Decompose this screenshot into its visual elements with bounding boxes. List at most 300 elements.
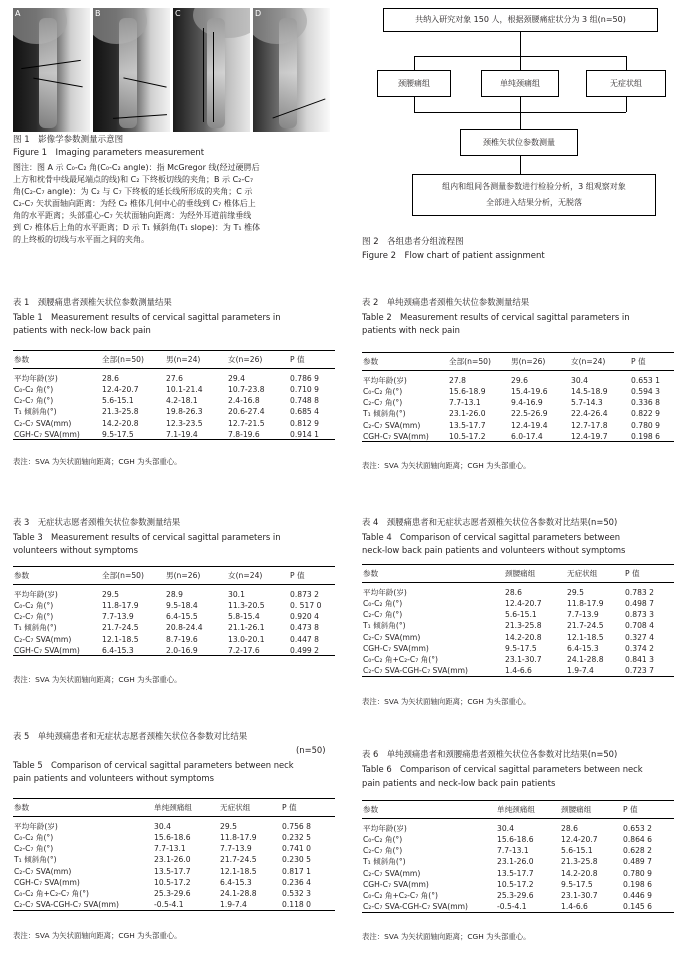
table-cell: 14.2-20.8 <box>505 632 542 642</box>
table6-title-en-2: pain patients and neck-low back pain patients <box>362 778 556 788</box>
table-cell: CGH-C₇ SVA(mm) <box>13 645 101 656</box>
flow-box-analysis-line: 全部进入结果分析，无脱落 <box>486 198 582 207</box>
table-cell: 平均年龄(岁) <box>363 824 407 833</box>
xray-panel-b <box>93 8 170 132</box>
table-cell: 0.653 2 <box>623 824 652 833</box>
table-cell: 0.780 9 <box>631 420 660 430</box>
table-cell: C₀-C₂ 角(°) <box>14 601 54 611</box>
table-cell: 0.920 4 <box>290 612 319 622</box>
table3-title-en-1: Table 3 Measurement results of cervical sagittal parameters in <box>13 532 281 542</box>
table-header-row <box>13 351 335 369</box>
table-cell: 0.685 4 <box>290 407 319 417</box>
table-cell: 30.4 <box>571 376 588 385</box>
table-cell: 0.873 2 <box>290 590 319 599</box>
table-cell: T₁ 倾斜角(°) <box>363 857 406 867</box>
table-header: 参数 <box>13 567 101 585</box>
figure1-note-line: 上方和枕骨中线最尾端点的线)和 C₂ 下终板切线的夹角；B 示 C₂-C₇ <box>13 175 254 184</box>
table-cell: C₂-C₇ SVA(mm) <box>14 418 72 428</box>
table-cell: 9.5-17.5 <box>505 643 537 653</box>
table-cell: 19.8-26.3 <box>166 407 203 417</box>
flow-arrow <box>414 97 415 112</box>
table-cell: 28.6 <box>102 374 119 383</box>
table-cell: 0.446 9 <box>623 891 652 901</box>
figure1-title-en: Figure 1 Imaging parameters measurement <box>13 148 205 158</box>
table-cell: 21.7-24.5 <box>220 855 257 865</box>
table-cell: C₂-C₇ SVA(mm) <box>14 634 72 644</box>
table-cell: 0.145 6 <box>622 901 674 912</box>
figure1-title-cn: 图 1 影像学参数测量示意图 <box>13 135 124 145</box>
table-cell: -0.5-4.1 <box>496 901 560 912</box>
table-cell: 0.232 5 <box>282 833 311 843</box>
figure1-note <box>13 162 335 246</box>
table-header: 参数 <box>362 565 504 583</box>
table-row <box>362 879 674 890</box>
table-row <box>362 665 674 676</box>
table-cell: 13.5-17.7 <box>497 868 534 878</box>
table-cell: 7.7-13.1 <box>497 846 529 856</box>
table1 <box>13 350 335 440</box>
table-cell: CGH-C₇ SVA(mm) <box>363 879 429 889</box>
table-cell: 1.4-6.6 <box>504 665 566 676</box>
table-cell: 2.0-16.9 <box>165 645 227 656</box>
table-cell: 0.817 1 <box>282 866 311 876</box>
table-cell: 0.336 8 <box>631 398 660 408</box>
table-cell: C₂-C₇ SVA-CGH-C₇ SVA(mm) <box>13 899 153 910</box>
table-cell: 25.3-29.6 <box>154 889 191 899</box>
table-cell: 7.7-13.9 <box>220 844 252 854</box>
table-row <box>13 369 335 385</box>
table-cell: T₁ 倾斜角(°) <box>14 855 57 865</box>
table-cell: C₂-C₇ 角(°) <box>363 398 403 408</box>
figure1-note-line: 的上终板的切线与水平面之间的夹角。 <box>13 235 149 244</box>
table-cell: 21.7-24.5 <box>102 623 139 633</box>
table-cell: 0.748 8 <box>290 396 319 406</box>
table-cell: 1.4-6.6 <box>560 901 622 912</box>
table5 <box>13 798 335 911</box>
flow-arrow <box>520 97 521 129</box>
table-header: 全部(n=50) <box>101 567 165 585</box>
table-header: P 值 <box>624 565 674 583</box>
panel-label-b: B <box>95 9 101 18</box>
table-row <box>13 418 335 429</box>
table-cell: C₂-C₇ 角(°) <box>14 612 54 622</box>
table-cell: 0.473 8 <box>290 623 319 633</box>
table-header: 女(n=26) <box>227 351 289 369</box>
table-cell: 0.118 0 <box>281 899 335 910</box>
table5-note: 表注：SVA 为矢状面轴向距离；CGH 为头部重心。 <box>13 931 182 940</box>
table-header: 参数 <box>13 351 101 369</box>
table-header: 全部(n=50) <box>101 351 165 369</box>
flow-arrow <box>520 32 521 56</box>
table-cell: 24.1-28.8 <box>220 889 257 899</box>
table6-title-en-1: Table 6 Comparison of cervical sagittal parameters between neck <box>362 764 643 774</box>
table-cell: 0.499 2 <box>289 645 335 656</box>
table-cell: 0.594 3 <box>631 387 660 397</box>
table-cell: 0.708 4 <box>625 621 654 631</box>
table-cell: 23.1-30.7 <box>505 655 542 665</box>
table-row <box>362 856 674 867</box>
panel-label-c: C <box>175 9 181 18</box>
table2-title-cn: 表 2 单纯颈痛患者颈椎矢状位参数测量结果 <box>362 297 530 307</box>
flow-arrow <box>414 56 415 70</box>
table-cell: 10.7-23.8 <box>228 385 265 395</box>
table-cell: 10.5-17.2 <box>154 877 191 887</box>
table-cell: 12.4-19.7 <box>570 431 630 442</box>
table-cell: C₂-C₇ SVA-CGH-C₇ SVA(mm) <box>362 665 504 676</box>
table-cell: 14.2-20.8 <box>102 418 139 428</box>
flow-arrow <box>520 156 521 174</box>
table-cell: 23.1-30.7 <box>561 891 598 901</box>
table-cell: 13.0-20.1 <box>228 634 265 644</box>
table-header: P 值 <box>622 801 674 819</box>
table-row <box>362 643 674 654</box>
table-row <box>13 429 335 440</box>
table-cell: 6.4-15.5 <box>166 612 198 622</box>
table-cell: 12.7-17.8 <box>571 420 608 430</box>
table-row <box>13 622 335 633</box>
table-header-row <box>13 799 335 817</box>
table-cell: 5.6-15.1 <box>561 846 593 856</box>
flow-arrow <box>414 112 626 113</box>
table-cell: 平均年龄(岁) <box>14 374 58 383</box>
table-cell: 29.5 <box>567 588 584 597</box>
table-cell: 13.5-17.7 <box>154 866 191 876</box>
table-row <box>13 611 335 622</box>
figure1-note-line: 到 C₇ 椎体后上角的水平距离；D 示 T₁ 倾斜角(T₁ slope)：为 T₁ 椎体 <box>13 223 261 232</box>
table-cell: 0.628 2 <box>623 846 652 856</box>
table-row <box>13 600 335 611</box>
panel-label-d: D <box>255 9 262 18</box>
table2-title-en-2: patients with neck pain <box>362 325 460 335</box>
table-header-row <box>362 801 674 819</box>
table-cell: C₀-C₂ 角+C₂-C₇ 角(°) <box>363 891 438 901</box>
table-cell: C₀-C₂ 角(°) <box>14 385 54 395</box>
table-row <box>362 620 674 631</box>
table-cell: 9.5-17.5 <box>561 879 593 889</box>
table-cell: 10.1-21.4 <box>166 385 203 395</box>
table-cell: 28.6 <box>505 588 522 597</box>
table-cell: 平均年龄(岁) <box>363 588 407 597</box>
table5-title-en-2: pain patients and volunteers without symptoms <box>13 773 214 783</box>
table-cell: 12.1-18.5 <box>102 634 139 644</box>
table-cell: 0.198 6 <box>623 879 652 889</box>
flow-box-analysis <box>412 174 656 216</box>
panel-label-a: A <box>15 9 21 18</box>
table-cell: 12.1-18.5 <box>567 632 604 642</box>
table-cell: 0.914 1 <box>289 429 335 440</box>
table-cell: 0. 517 0 <box>290 601 322 611</box>
table-cell: 0.812 9 <box>290 418 319 428</box>
table-cell: CGH-C₇ SVA(mm) <box>13 429 101 440</box>
table-header: 颈腰痛组 <box>560 801 622 819</box>
flow-box-analysis-line: 组内和组间各测量参数进行检验分析，3 组观察对象 <box>442 182 626 191</box>
table-cell: -0.5-4.1 <box>153 899 219 910</box>
table5-title-en-1: Table 5 Comparison of cervical sagittal parameters between neck <box>13 760 294 770</box>
table-cell: 0.374 2 <box>625 643 654 653</box>
table-cell: 0.741 0 <box>282 844 311 854</box>
table-cell: 0.723 7 <box>624 665 674 676</box>
table-cell: 22.4-26.4 <box>571 409 608 419</box>
table6 <box>362 800 674 913</box>
table-row <box>13 888 335 899</box>
table-cell: 12.4-20.7 <box>102 385 139 395</box>
table-cell: 0.873 3 <box>625 610 654 620</box>
figure2-title-cn: 图 2 各组患者分组流程图 <box>362 237 464 247</box>
table-row <box>13 406 335 417</box>
table-cell: 30.4 <box>497 824 514 833</box>
table-row <box>13 832 335 843</box>
table-row <box>362 598 674 609</box>
table3 <box>13 566 335 656</box>
table-cell: 5.8-15.4 <box>228 612 260 622</box>
table-cell: 24.1-28.8 <box>567 655 604 665</box>
table-row <box>362 654 674 665</box>
table-cell: 8.7-19.6 <box>166 634 198 644</box>
table-cell: 12.4-20.7 <box>505 599 542 609</box>
table-cell: 12.4-19.4 <box>511 420 548 430</box>
table-cell: 25.3-29.6 <box>497 891 534 901</box>
table-cell: 0.864 6 <box>623 835 652 845</box>
table-cell: 20.8-24.4 <box>166 623 203 633</box>
table-cell: 15.6-18.9 <box>449 387 486 397</box>
table4-title-en-1: Table 4 Comparison of cervical sagittal parameters between <box>362 532 621 542</box>
table-header: 参数 <box>362 353 448 371</box>
table-cell: C₀-C₂ 角+C₂-C₇ 角(°) <box>363 655 438 665</box>
table-cell: 12.7-21.5 <box>228 418 265 428</box>
table2 <box>362 352 674 442</box>
flow-arrow <box>626 56 627 70</box>
table-cell: C₂-C₇ SVA-CGH-C₇ SVA(mm) <box>362 901 496 912</box>
table-cell: C₂-C₇ 角(°) <box>363 610 403 620</box>
table-header: 男(n=24) <box>165 351 227 369</box>
table-cell: 0.236 4 <box>282 877 311 887</box>
flow-arrow <box>626 97 627 112</box>
table-cell: 13.5-17.7 <box>449 420 486 430</box>
table-header: 男(n=26) <box>165 567 227 585</box>
table-cell: C₂-C₇ SVA(mm) <box>363 868 421 878</box>
table-row <box>13 877 335 888</box>
table-header: 无症状组 <box>219 799 281 817</box>
table-row <box>13 866 335 877</box>
table3-title-en-2: volunteers without symptoms <box>13 545 138 555</box>
table-row <box>362 397 674 408</box>
table-header-row <box>362 353 674 371</box>
table-cell: 30.4 <box>154 822 171 831</box>
flow-box-asymptomatic: 无症状组 <box>586 70 666 97</box>
table-cell: CGH-C₇ SVA(mm) <box>362 431 448 442</box>
table-row <box>13 585 335 601</box>
xray-panel-d <box>253 8 330 132</box>
table-cell: 21.3-25.8 <box>102 407 139 417</box>
table-cell: 14.5-18.9 <box>571 387 608 397</box>
table-cell: 23.1-26.0 <box>497 857 534 867</box>
table-cell: C₂-C₇ SVA(mm) <box>363 420 421 430</box>
table-header: 女(n=24) <box>227 567 289 585</box>
table-cell: 平均年龄(岁) <box>14 590 58 599</box>
table-cell: 平均年龄(岁) <box>14 822 58 831</box>
table-cell: 6.4-15.3 <box>220 877 252 887</box>
table-cell: C₂-C₇ 角(°) <box>363 846 403 856</box>
table-cell: 29.6 <box>511 376 528 385</box>
table6-title-cn: 表 6 单纯颈痛患者和颈腰痛患者颈椎矢状位各参数对比结果(n=50) <box>362 749 618 759</box>
table4-note: 表注：SVA 为矢状面轴向距离；CGH 为头部重心。 <box>362 697 531 706</box>
table-cell: 0.447 8 <box>290 634 319 644</box>
table1-title-en-2: patients with neck-low back pain <box>13 325 151 335</box>
table-cell: 6.0-17.4 <box>510 431 570 442</box>
table-cell: 5.6-15.1 <box>102 396 134 406</box>
table-header-row <box>362 565 674 583</box>
table-cell: T₁ 倾斜角(°) <box>363 621 406 631</box>
table-row <box>13 384 335 395</box>
table-cell: 6.4-15.3 <box>567 643 599 653</box>
table-cell: 21.3-25.8 <box>505 621 542 631</box>
flow-box-neck-low-back: 颈腰痛组 <box>377 70 451 97</box>
table4 <box>362 564 674 677</box>
flow-box-measurement: 颈椎矢状位参数测量 <box>460 129 578 156</box>
table-cell: 30.1 <box>228 590 245 599</box>
table-cell: 9.4-16.9 <box>511 398 543 408</box>
table-header: 参数 <box>362 801 496 819</box>
table-cell: 1.9-7.4 <box>219 899 281 910</box>
table-cell: 27.6 <box>166 374 183 383</box>
table-row <box>362 431 674 442</box>
table-cell: 7.1-19.4 <box>165 429 227 440</box>
table-cell: C₂-C₇ SVA(mm) <box>14 866 72 876</box>
table-cell: T₁ 倾斜角(°) <box>14 623 57 633</box>
table-header: 女(n=24) <box>570 353 630 371</box>
table-row <box>362 890 674 901</box>
table-cell: CGH-C₇ SVA(mm) <box>14 877 80 887</box>
table-cell: 7.7-13.1 <box>449 398 481 408</box>
table-header: P 值 <box>289 351 335 369</box>
table-cell: C₀-C₂ 角(°) <box>363 599 403 609</box>
table-cell: 23.1-26.0 <box>449 409 486 419</box>
figure1-note-line: 角(C₂-C₇ angle)：为 C₂ 与 C₇ 下终板的延长线所形成的夹角；C 示 <box>13 187 253 196</box>
table-row <box>362 371 674 387</box>
table-row <box>13 645 335 656</box>
table-header: 全部(n=50) <box>448 353 510 371</box>
table-row <box>362 408 674 419</box>
table-cell: C₀-C₂ 角(°) <box>363 835 403 845</box>
table-cell: 0.198 6 <box>630 431 674 442</box>
table-cell: 7.7-13.1 <box>154 844 186 854</box>
figure1-note-line: 图注：图 A 示 C₀-C₂ 角(C₀-C₂ angle)：指 McGregor 线(经过硬腭后 <box>13 163 260 172</box>
flow-box-neck: 单纯颈痛组 <box>481 70 559 97</box>
table-cell: 29.4 <box>228 374 245 383</box>
table-cell: 10.5-17.2 <box>497 879 534 889</box>
table-cell: 27.8 <box>449 376 466 385</box>
table-cell: 4.2-18.1 <box>166 396 198 406</box>
table5-title-n: (n=50) <box>296 745 326 755</box>
table-cell: 2.4-16.8 <box>228 396 260 406</box>
table-cell: 15.6-18.6 <box>154 833 191 843</box>
table-row <box>13 817 335 833</box>
table-cell: 21.1-26.1 <box>228 623 265 633</box>
xray-panel-c <box>173 8 250 132</box>
figure1-note-line: C₂-C₇ 矢状面轴向距离：为经 C₂ 椎体几何中心的垂线到 C₇ 椎体后上 <box>13 199 256 208</box>
table-cell: 7.8-19.6 <box>227 429 289 440</box>
table-row <box>362 609 674 620</box>
table-cell: 29.5 <box>220 822 237 831</box>
table-header: 颈腰痛组 <box>504 565 566 583</box>
table2-title-en-1: Table 2 Measurement results of cervical sagittal parameters in <box>362 312 630 322</box>
table-cell: 0.498 7 <box>625 599 654 609</box>
table-cell: 0.710 9 <box>290 385 319 395</box>
table-cell: 7.7-13.9 <box>567 610 599 620</box>
table-cell: 0.822 9 <box>631 409 660 419</box>
table-row <box>362 845 674 856</box>
table3-title-cn: 表 3 无症状志愿者颈椎矢状位参数测量结果 <box>13 517 181 527</box>
table-cell: 0.783 2 <box>625 588 654 597</box>
table-cell: 7.2-17.6 <box>227 645 289 656</box>
table-cell: 0.653 1 <box>631 376 660 385</box>
table-row <box>13 634 335 645</box>
table-cell: 平均年龄(岁) <box>363 376 407 385</box>
table-cell: 23.1-26.0 <box>154 855 191 865</box>
xray-panel-a <box>13 8 90 132</box>
table-cell: 12.3-23.5 <box>166 418 203 428</box>
table-row <box>362 583 674 599</box>
table-header-row <box>13 567 335 585</box>
flow-box-enrolled: 共纳入研究对象 150 人，根据颈腰痛症状分为 3 组(n=50) <box>383 8 658 32</box>
table-row <box>362 868 674 879</box>
table-cell: C₀-C₂ 角(°) <box>14 833 54 843</box>
figure2-title-en: Figure 2 Flow chart of patient assignment <box>362 251 545 261</box>
table1-note: 表注：SVA 为矢状面轴向距离；CGH 为头部重心。 <box>13 457 182 466</box>
table-row <box>13 843 335 854</box>
table-row <box>13 395 335 406</box>
table-cell: 11.8-17.9 <box>567 599 604 609</box>
table-row <box>13 854 335 865</box>
table4-title-cn: 表 4 颈腰痛患者和无症状志愿者颈椎矢状位各参数对比结果(n=50) <box>362 517 618 527</box>
table-cell: 7.7-13.9 <box>102 612 134 622</box>
table-row <box>362 420 674 431</box>
table-row <box>362 632 674 643</box>
table-cell: 11.8-17.9 <box>102 601 139 611</box>
table-header: P 值 <box>630 353 674 371</box>
table-cell: 9.5-18.4 <box>166 601 198 611</box>
table-cell: 0.230 5 <box>282 855 311 865</box>
table-cell: 12.1-18.5 <box>220 866 257 876</box>
table-cell: C₀-C₂ 角(°) <box>363 387 403 397</box>
figure1-note-line: 角的水平距离；头部重心-C₇ 矢状面轴向距离：为经外耳道前缘垂线 <box>13 211 252 220</box>
table-cell: CGH-C₇ SVA(mm) <box>363 643 429 653</box>
table-row <box>13 899 335 910</box>
table-cell: 28.6 <box>561 824 578 833</box>
table-cell: C₂-C₇ 角(°) <box>14 396 54 406</box>
table-cell: 12.4-20.7 <box>561 835 598 845</box>
table-cell: 9.5-17.5 <box>101 429 165 440</box>
table-cell: 0.780 9 <box>623 868 652 878</box>
table-cell: C₂-C₇ SVA(mm) <box>363 632 421 642</box>
table-cell: 11.3-20.5 <box>228 601 265 611</box>
table-cell: 10.5-17.2 <box>448 431 510 442</box>
table-cell: 5.7-14.3 <box>571 398 603 408</box>
table3-note: 表注：SVA 为矢状面轴向距离；CGH 为头部重心。 <box>13 675 182 684</box>
table-header: P 值 <box>281 799 335 817</box>
table-row <box>362 819 674 835</box>
table-header: 参数 <box>13 799 153 817</box>
table-cell: 29.5 <box>102 590 119 599</box>
table-cell: 20.6-27.4 <box>228 407 265 417</box>
table-cell: 0.786 9 <box>290 374 319 383</box>
table-header: P 值 <box>289 567 335 585</box>
table-header: 男(n=26) <box>510 353 570 371</box>
table-cell: 15.4-19.6 <box>511 387 548 397</box>
table-row <box>362 834 674 845</box>
table-cell: 0.841 3 <box>625 655 654 665</box>
table-cell: 14.2-20.8 <box>561 868 598 878</box>
